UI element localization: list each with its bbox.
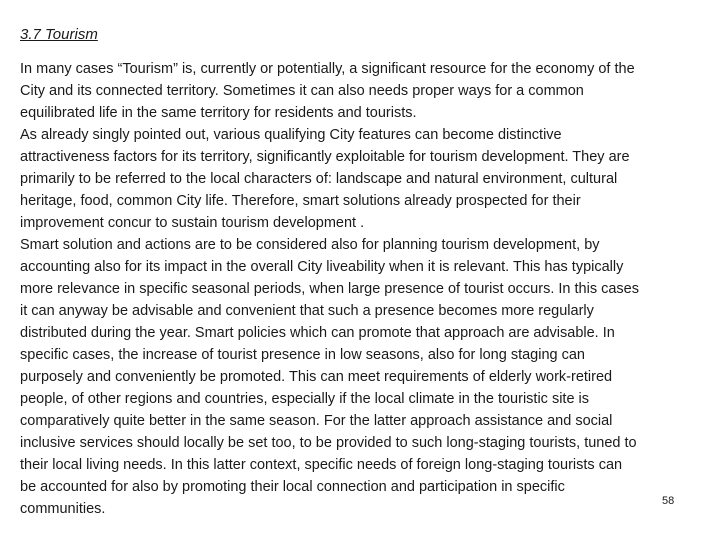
body-line: inclusive services should locally be set too, to be provided to such long-staging tourists, tuned to [20,435,637,451]
body-line: more relevance in specific seasonal periods, when large presence of tourist occurs. In this cases [20,281,639,297]
body-line: heritage, food, common City life. Therefore, smart solutions already prospected for their [20,193,581,209]
body-line: communities. [20,501,106,517]
body-line: equilibrated life in the same territory for residents and tourists. [20,105,417,121]
body-line: attractiveness factors for its territory, significantly exploitable for tourism development. They are [20,149,630,165]
body-line: distributed during the year. Smart policies which can promote that approach are advisable. In [20,325,615,341]
body-line: it can anyway be advisable and convenient that such a presence becomes more regularly [20,303,594,319]
body-line: their local living needs. In this latter context, specific needs of foreign long-staging tourists can [20,457,623,473]
body-text [20,58,710,520]
page-number: 58 [662,495,675,507]
body-line: specific cases, the increase of tourist presence in low seasons, also for long staging can [20,347,585,363]
body-line: accounting also for its impact in the overall City liveability when it is relevant. This has typically [20,259,624,275]
body-line: purposely and conveniently be promoted. This can meet requirements of elderly work-retired [20,369,613,385]
body-line: City and its connected territory. Sometimes it can also needs proper ways for a common [20,83,584,99]
body-line: be accounted for also by promoting their local connection and participation in specific [20,479,565,495]
body-line: As already singly pointed out, various qualifying City features can become distinctive [20,127,562,143]
body-line: people, of other regions and countries, especially if the local climate in the touristic site is [20,391,590,407]
body-line: Smart solution and actions are to be considered also for planning tourism development, by [20,237,600,253]
slide-title: 3.7 Tourism [20,26,98,43]
body-line: improvement concur to sustain tourism development . [20,215,365,231]
body-line: primarily to be referred to the local characters of: landscape and natural environment, cultural [20,171,618,187]
body-line: In many cases “Tourism” is, currently or potentially, a significant resource for the economy of the [20,61,635,77]
body-line: comparatively quite better in the same season. For the latter approach assistance and social [20,413,613,429]
